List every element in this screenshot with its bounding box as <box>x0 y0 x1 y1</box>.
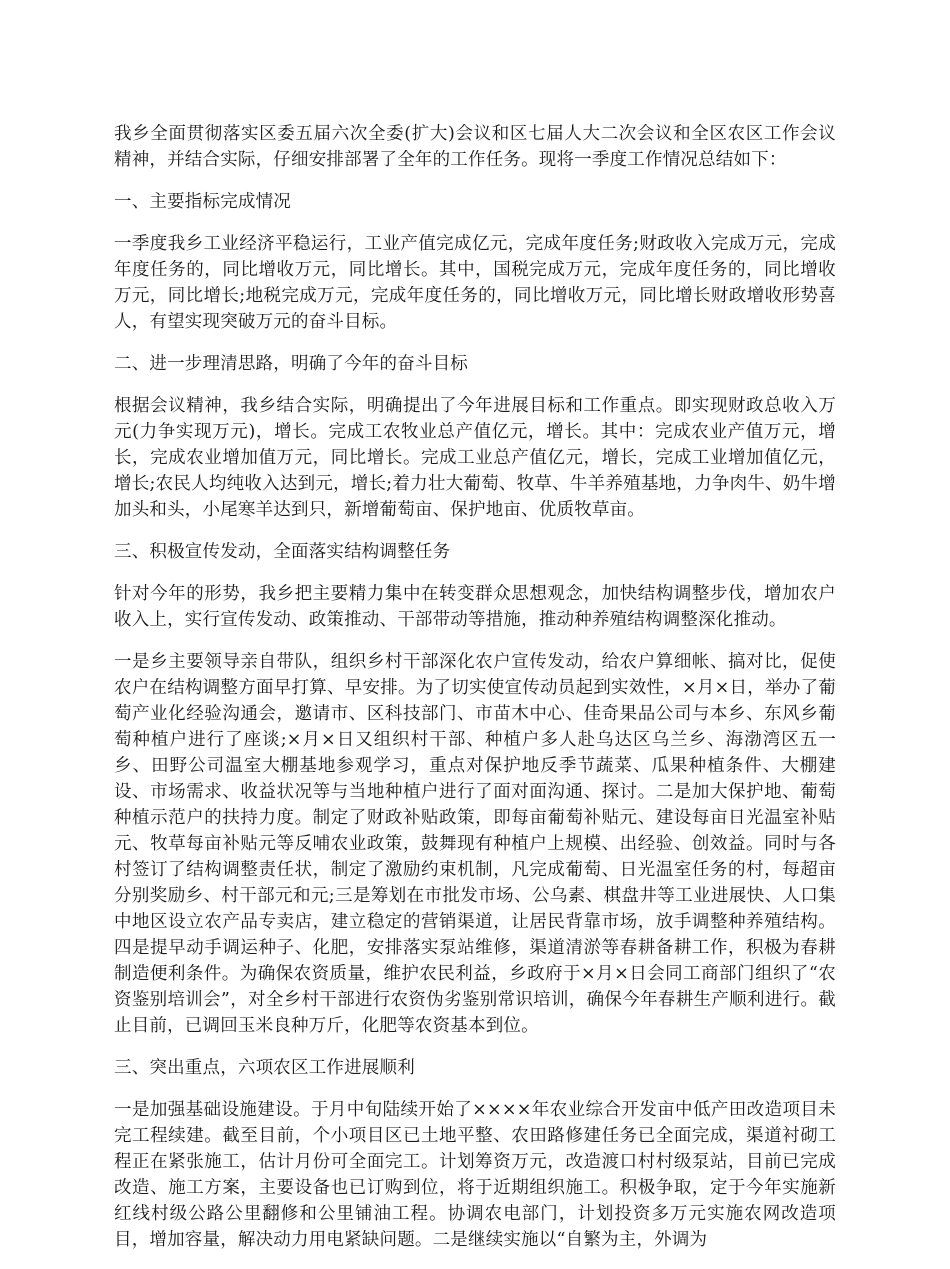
section-heading-key-work: 三、突出重点，六项农区工作进展顺利 <box>114 1058 415 1078</box>
key-work-paragraph: 一是加强基础设施建设。于月中旬陆续开始了××××年农业综合开发亩中低产田改造项目未完工程续建。截至目前，个小项目区已土地平整、农田路修建任务已全面完成，渠道衬砌工程正在紧张施工，估计月份可全面完工。计划筹资万元，改造渡口村村级泵站，目前已完成改造、施工方案，主要设备也已订购到位，将于近期组织施工。积极争取，定于今年实施新红线村级公路公里翻修和公里铺油工程。协调农电部门，计划投资多万元实施农网改造项目，增加容量，解决动力用电紧缺问题。二是继续实施以“自繁为主，外调为 <box>114 1100 836 1250</box>
section-heading-main-indicators: 一、主要指标完成情况 <box>114 192 291 212</box>
section-heading-goals: 二、进一步理清思路，明确了今年的奋斗目标 <box>114 354 468 374</box>
document-page <box>114 121 836 1269</box>
structure-adjustment-intro-paragraph: 针对今年的形势，我乡把主要精力集中在转变群众思想观念，加快结构调整步伐，增加农户收入上，实行宣传发动、政策推动、干部带动等措施，推动种养殖结构调整深化推动。 <box>114 584 836 630</box>
intro-paragraph: 我乡全面贯彻落实区委五届六次全委(扩大)会议和区七届人大二次会议和全区农区工作会议精神，并结合实际，仔细安排部署了全年的工作任务。现将一季度工作情况总结如下： <box>114 124 836 170</box>
section-heading-structure-adjustment: 三、积极宣传发动，全面落实结构调整任务 <box>114 542 451 562</box>
main-indicators-paragraph: 一季度我乡工业经济平稳运行，工业产值完成亿元，完成年度任务;财政收入完成万元，完成年度任务的，同比增收万元，同比增长。其中，国税完成万元，完成年度任务的，同比增收万元，同比增长;地税完成万元，完成年度任务的，同比增收万元，同比增长财政增收形势喜人，有望实现突破万元的奋斗目标。 <box>114 234 836 332</box>
goals-paragraph: 根据会议精神，我乡结合实际，明确提出了今年进展目标和工作重点。即实现财政总收入万元(力争实现万元)，增长。完成工农牧业总产值亿元，增长。其中：完成农业产值万元，增长，完成农业增加值万元，同比增长。完成工业总产值亿元，增长，完成工业增加值亿元，增长;农民人均纯收入达到元，增长;着力壮大葡萄、牧草、牛羊养殖基地，力争肉牛、奶牛增加头和头，小尾寒羊达到只，新增葡萄亩、保护地亩、优质牧草亩。 <box>114 396 836 520</box>
structure-adjustment-detail-paragraph: 一是乡主要领导亲自带队，组织乡村干部深化农户宣传发动，给农户算细帐、搞对比，促使农户在结构调整方面早打算、早安排。为了切实使宣传动员起到实效性，×月×日，举办了葡萄产业化经验沟通会，邀请市、区科技部门、市苗木中心、佳奇果品公司与本乡、东风乡葡萄种植户进行了座谈;×月×日又组织村干部、种植户多人赴乌达区乌兰乡、海渤湾区五一乡、田野公司温室大棚基地参观学习，重点对保护地反季节蔬菜、瓜果种植条件、大棚建设、市场需求、收益状况等与当地种植户进行了面对面沟通、探讨。二是加大保护地、葡萄种植示范户的扶持力度。制定了财政补贴政策，即每亩葡萄补贴元、建设每亩日光温室补贴元、牧草每亩补贴元等反哺农业政策，鼓舞现有种植户上规模、出经验、创效益。同时与各村签订了结构调整责任状，制定了激励约束机制，凡完成葡萄、日光温室任务的村，每超亩分别奖励乡、村干部元和元;三是筹划在市批发市场、公乌素、棋盘井等工业进展快、人口集中地区设立农产品专卖店，建立稳定的营销渠道，让居民背靠市场，放手调整种养殖结构。四是提早动手调运种子、化肥，安排落实泵站维修，渠道清淤等春耕备耕工作，积极为春耕制造便利条件。为确保农资质量，维护农民利益，乡政府于×月×日会同工商部门组织了“农资鉴别培训会”，对全乡村干部进行农资伪劣鉴别常识培训，确保今年春耕生产顺利进行。截止目前，已调回玉米良种万斤，化肥等农资基本到位。 <box>114 652 836 1036</box>
